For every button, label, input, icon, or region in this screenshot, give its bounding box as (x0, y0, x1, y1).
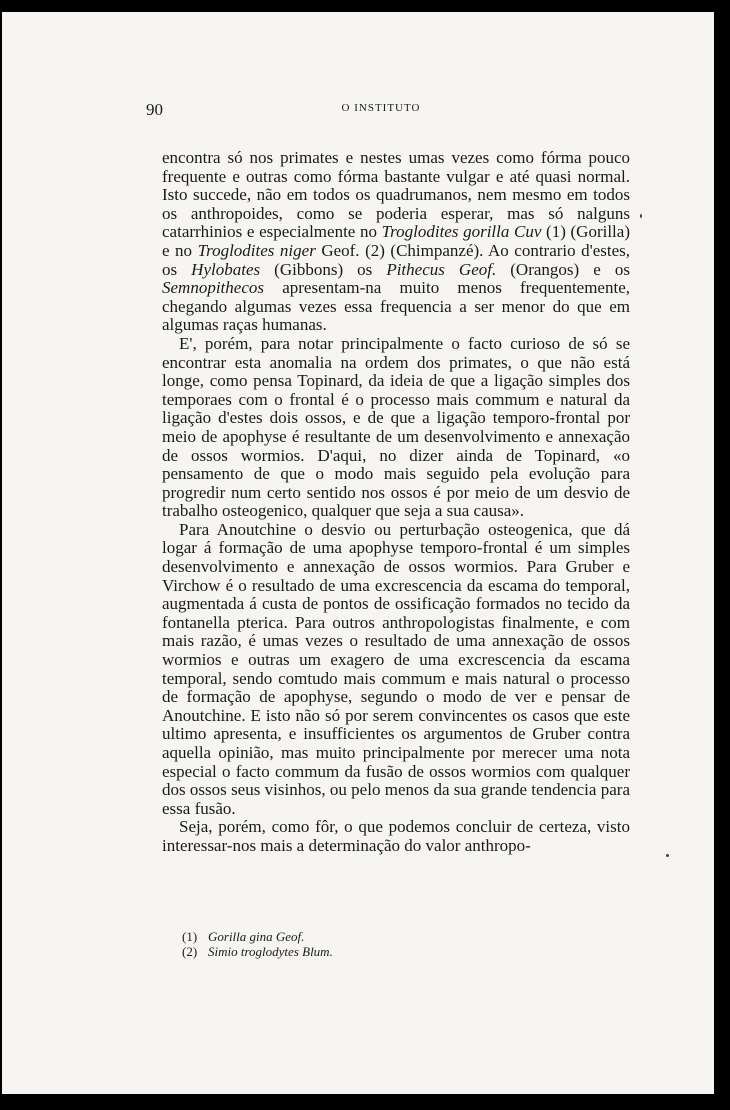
italic-term: Hylobates (191, 259, 261, 279)
footnote-text: Gorilla gina Geof. (208, 929, 305, 944)
text-run: apresentam-na muito menos frequentemente, chegando algumas vezes essa frequencia a ser menor do que em algumas raças humanas. (162, 278, 630, 335)
paragraph (162, 521, 630, 819)
text-run: Geof. (2) (Chimpanzé). Ao contrario d'estes, os (162, 240, 631, 279)
footnote (182, 929, 582, 944)
stray-dot-mark (666, 854, 669, 857)
stray-tick-mark (640, 214, 642, 218)
page (2, 12, 714, 1094)
text-run: (1) (Gorilla) e no (162, 222, 630, 260)
italic-term: Semnopithecos (162, 278, 264, 298)
text-run: (Gibbons) os (260, 259, 387, 279)
text-run: Seja, porém, como fôr, o que podemos concluir de certeza, visto interessar-nos mais a determinação do valor anthropo- (162, 817, 630, 855)
paragraph (162, 335, 630, 521)
text-run: (Orangos) e os (496, 259, 630, 279)
footnote-label: (1) (182, 929, 198, 944)
paragraph (162, 818, 630, 855)
text-run: E', porém, para notar principalmente o facto curioso de só se encontrar esta anomalia na ordem dos primates, o que não está longe, como pensa Topinard, da ideia de que a ligação simples dos temporaes com o frontal é o processo mais commum e natural da ligação d'estes dois ossos, e de que a ligação temporo-frontal por meio de apophyse é resultante de um desenvolvimento e annexação de ossos wormios. D'aqui, no dizer ainda de Topinard, «o pensamento de que o modo mais seguido pela evolução para progredir num certo sentido nos ossos é por meio de um desvio de trabalho osteogenico, qualquer que seja a sua causa». (162, 333, 630, 521)
italic-term: Troglodites niger (197, 240, 316, 260)
page-number: 90 (146, 100, 163, 119)
footnote-label: (2) (182, 944, 198, 959)
body-text (162, 149, 630, 856)
page-header (146, 100, 616, 120)
paragraph (162, 149, 630, 335)
footnote-text: Simio troglodytes Blum. (208, 944, 333, 959)
footnote (182, 944, 582, 959)
text-run: Para Anoutchine o desvio ou perturbação osteogenica, que dá logar á formação de uma apophyse temporo-frontal é um simples desenvolvimento e annexação de ossos wormios. Para Gruber e Virchow é o resultado de uma excrescencia da escama do temporal, augmentada á custa de pontos de ossificação formados no tecido da fontanella pterica. Para outros anthropologistas finalmente, e com mais razão, é umas vezes o resultado de uma annexação de ossos wormios e outras um exagero de uma excrescencia da escama temporal, sendo comtudo mais commum e mais natural o processo de formação de apophyse, segundo o modo de ver e pensar de Anoutchine. E isto não só por serem convincentes os casos que este ultimo apresenta, e insufficientes os argumentos de Gruber contra aquella opinião, mas muito principalmente por merecer uma nota especial o facto commum da fusão de ossos wormios com qualquer dos ossos seus visinhos, ou pelo menos da sua grande tendencia para essa fusão. (162, 519, 630, 818)
italic-term: Troglodites gorilla Cuv (381, 222, 542, 242)
text-run: encontra só nos primates e nestes umas vezes como fórma pouco frequente e outras como fórma bastante vulgar e até quasi normal. Isto succede, não em todos os quadrumanos, nem mesmo em todos os anthropoides, como se poderia esperar, mas só nalguns catarrhinios e especialmente no (162, 148, 630, 242)
footnotes (182, 929, 582, 959)
italic-term: Pithecus Geof. (386, 259, 497, 279)
running-head: O INSTITUTO (341, 102, 421, 114)
